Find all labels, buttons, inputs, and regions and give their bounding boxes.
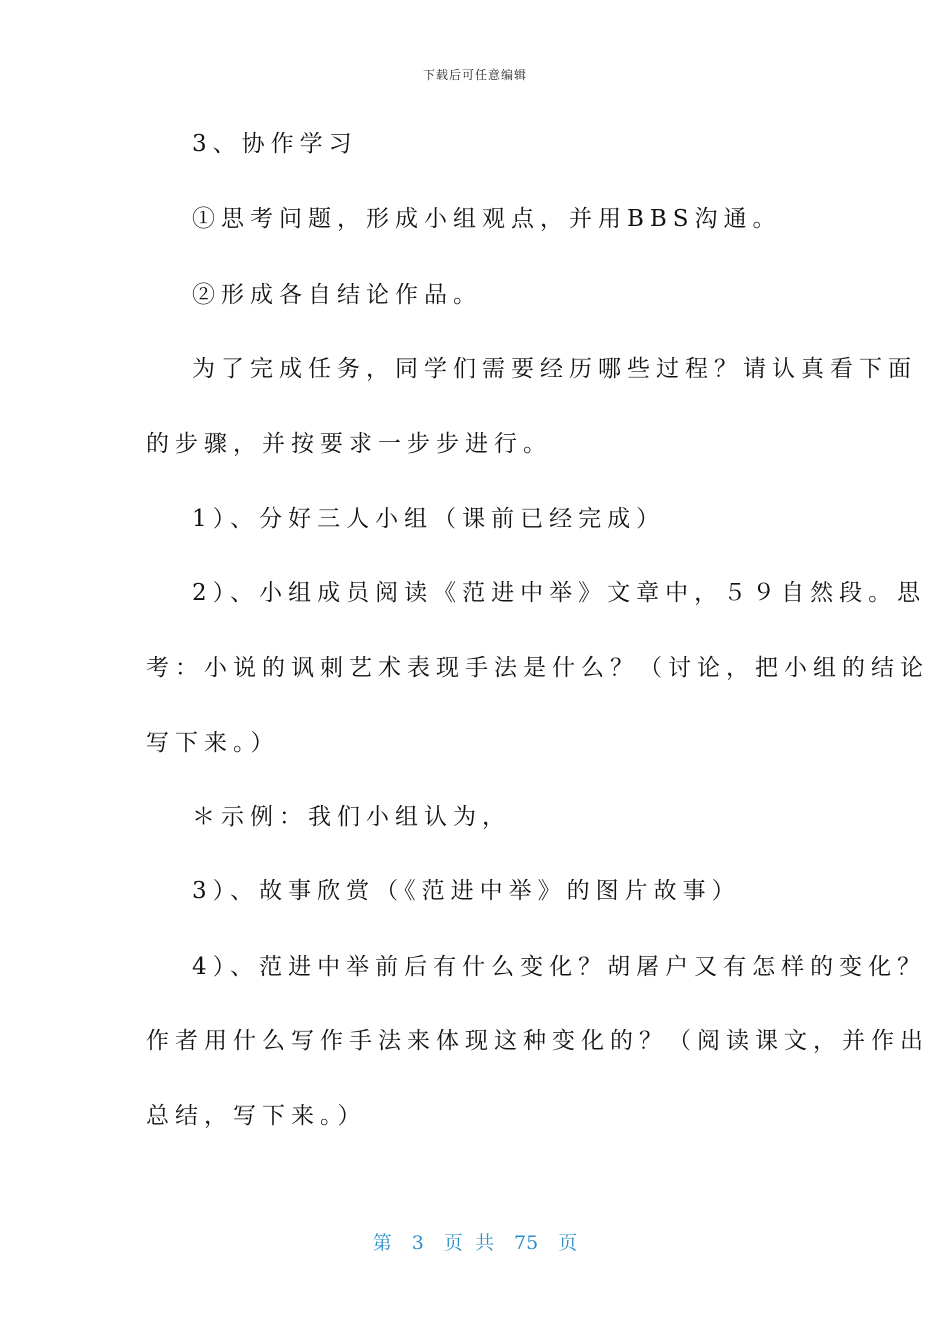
paragraph-line: 2）、小组成员阅读《范进中举》文章中，５９自然段。思 <box>192 580 927 606</box>
page-header: 下载后可任意编辑 <box>422 68 527 82</box>
paragraph-line: 作者用什么写作手法来体现这种变化的？（阅读课文，并作出 <box>146 1028 929 1054</box>
footer-middle: 页 共 <box>443 1232 494 1254</box>
section-heading: 3、协作学习 <box>192 131 358 157</box>
paragraph-line: ＊示例：我们小组认为， <box>192 804 511 830</box>
paragraph-line: 总结，写下来。） <box>146 1103 367 1129</box>
paragraph-line: 的步骤，并按要求一步步进行。 <box>146 431 552 457</box>
paragraph-line: 写下来。） <box>146 730 280 756</box>
footer-suffix: 页 <box>558 1232 578 1254</box>
page-footer <box>0 1228 950 1255</box>
total-page-count: 75 <box>514 1232 539 1254</box>
footer-prefix: 第 <box>372 1232 392 1254</box>
paragraph-line: 为了完成任务，同学们需要经历哪些过程？请认真看下面 <box>192 356 917 382</box>
paragraph-line: ①思考问题，形成小组观点，并用BBS沟通。 <box>192 206 782 232</box>
paragraph-line: 4）、范进中举前后有什么变化？胡屠户又有怎样的变化？ <box>192 954 927 980</box>
current-page-number: 3 <box>411 1232 424 1254</box>
paragraph-line: 1）、分好三人小组（课前已经完成） <box>192 506 666 532</box>
paragraph-line: 考：小说的讽刺艺术表现手法是什么？（讨论，把小组的结论 <box>146 655 929 681</box>
paragraph-line: ②形成各自结论作品。 <box>192 282 482 308</box>
paragraph-line: 3）、故事欣赏（《范进中举》的图片故事） <box>192 878 741 904</box>
